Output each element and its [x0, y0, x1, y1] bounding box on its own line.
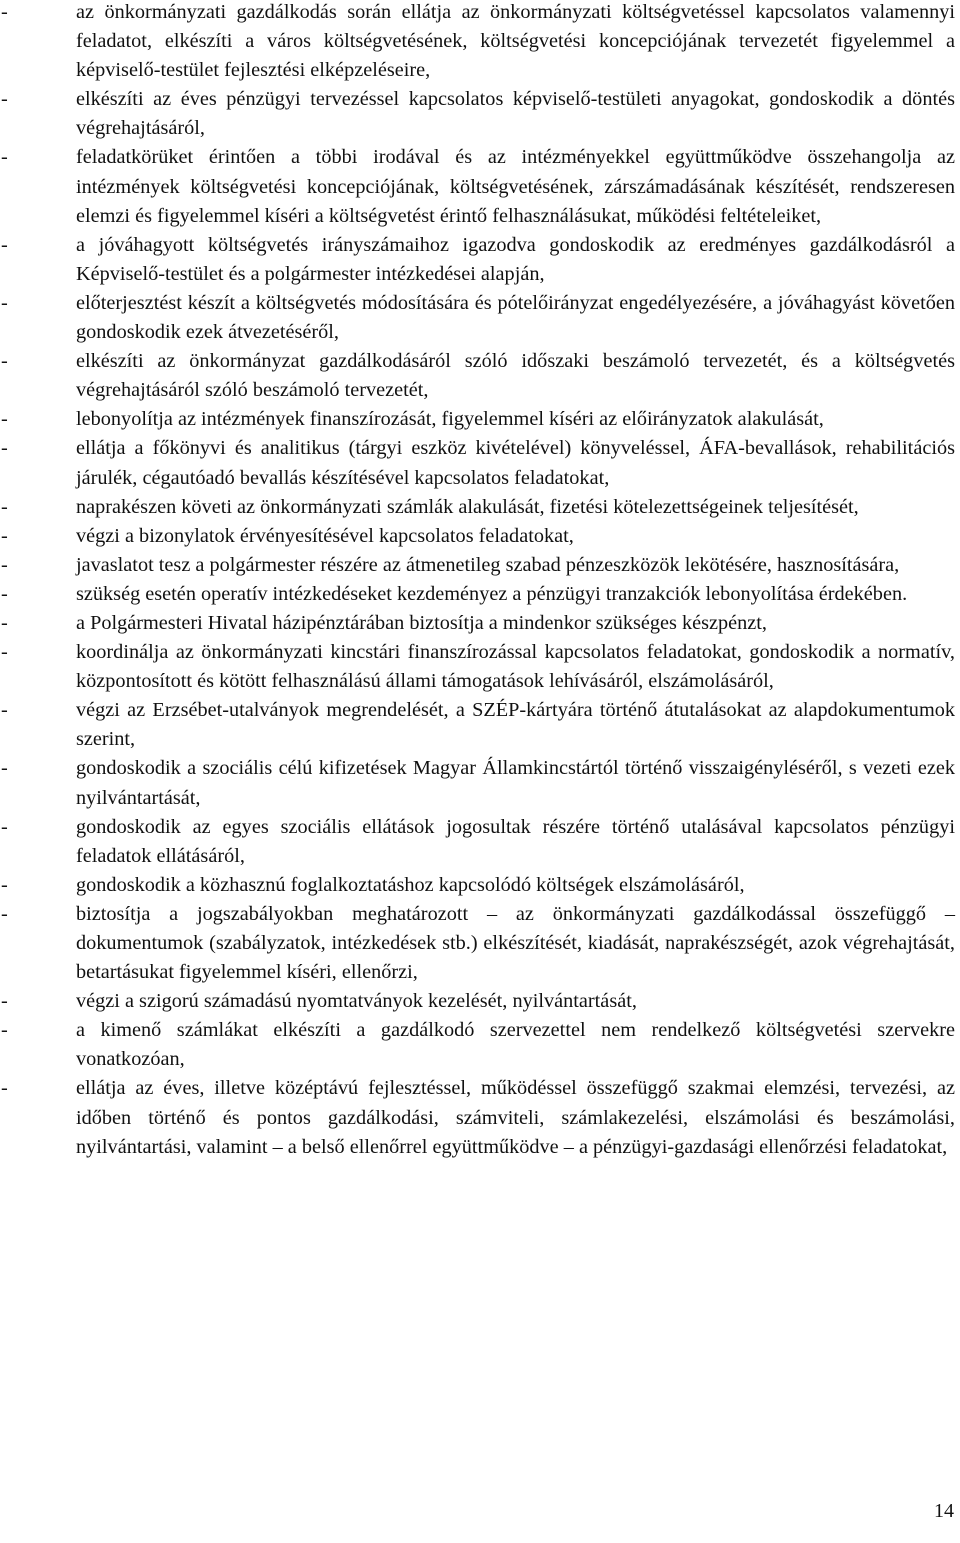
list-bullet: -: [1, 495, 8, 518]
list-bullet: -: [1, 902, 8, 925]
list-bullet: -: [1, 582, 8, 605]
list-item: [0, 580, 955, 609]
list-item-text: gondoskodik a szociális célú kifizetések Magyar Államkincstártól történő visszaigényléséről, s vezeti ezek nyilvántartását,: [76, 757, 955, 809]
list-item: [0, 1074, 955, 1161]
list-item-text: biztosítja a jogszabályokban meghatározott – az önkormányzati gazdálkodással összefüggő – dokumentumok (szabályzatok, intézkedések stb.) elkészítését, kiadását, naprakészségét, azok végrehajtását, betartásukat figyelemmel kíséri, ellenőrzi,: [76, 902, 955, 984]
list-bullet: -: [1, 699, 8, 722]
list-bullet: -: [1, 1, 8, 23]
list-item-text: koordinálja az önkormányzati kincstári finanszírozással kapcsolatos feladatokat, gondoskodik a normatív, központosított és kötött felhasználású állami támogatások lehívásáról, elszámolásáról,: [76, 641, 955, 693]
list-bullet: -: [1, 350, 8, 373]
list-item-text: előterjesztést készít a költségvetés módosítására és pótelőirányzat engedélyezésére, a jóváhagyást követően gondoskodik ezek átvezetéséről,: [76, 291, 955, 344]
list-item: [0, 522, 955, 551]
list-item: [0, 289, 955, 347]
list-bullet: -: [1, 611, 8, 634]
list-item-text: elkészíti az önkormányzat gazdálkodásáról szóló időszaki beszámoló tervezetét, és a költségvetés végrehajtásáról szóló beszámoló tervezetét,: [76, 350, 955, 402]
list-item: [0, 609, 955, 638]
list-item-text: végzi a bizonylatok érvényesítésével kapcsolatos feladatokat,: [76, 524, 574, 547]
list-item: [0, 85, 955, 143]
list-item: [0, 434, 955, 492]
list-item: [0, 493, 955, 522]
list-item-text: gondoskodik az egyes szociális ellátások jogosultak részére történő utalásával kapcsolatos pénzügyi feladatok ellátásáról,: [76, 815, 955, 867]
list-item: [0, 696, 955, 754]
list-item: [0, 754, 955, 812]
list-item-text: az önkormányzati gazdálkodás során ellátja az önkormányzati költségvetéssel kapcsolatos valamennyi feladatot, elkészíti a város költségvetésének, költségvetési koncepciójának tervezetét figyelemmel a képviselő-testület fejlesztési elképzeléseire,: [76, 1, 955, 82]
list-item-text: ellátja az éves, illetve középtávú fejlesztéssel, működéssel összefüggő szakmai elemzési, tervezési, az időben történő és pontos gazdálkodási, számviteli, számlakezelési, elszámolási és beszámolási, nyilvántartási, valamint – a belső ellenőrrel együttműködve – a pénzügyi-gazdasági ellenőrzési feladatokat,: [76, 1077, 955, 1158]
list-bullet: -: [1, 291, 8, 314]
list-item-text: feladatkörüket érintően a többi irodával és az intézményekkel együttműködve összehangolja az intézmények költségvetési koncepciójának, költségvetésének, zárszámadásának készítését, rendszeresen elemzi és figyelemmel kíséri a költségvetést érintő felhasználásukat, működési feltételeiket,: [76, 146, 955, 227]
list-item-text: elkészíti az éves pénzügyi tervezéssel kapcsolatos képviselő-testületi anyagokat, gondoskodik a döntés végrehajtásáról,: [76, 88, 955, 140]
list-item-text: végzi az Erzsébet-utalványok megrendelését, a SZÉP-kártyára történő átutalásokat az alapdokumentumok szerint,: [76, 699, 955, 751]
list-item-text: szükség esetén operatív intézkedéseket kezdeményez a pénzügyi tranzakciók lebonyolítása érdekében.: [76, 582, 908, 605]
list-item-text: ellátja a főkönyvi és analitikus (tárgyi eszköz kivételével) könyveléssel, ÁFA-bevallások, rehabilitációs járulék, cégautóadó bevallás készítésével kapcsolatos feladatokat,: [76, 437, 955, 489]
list-item-text: javaslatot tesz a polgármester részére az átmenetileg szabad pénzeszközök lekötésére, hasznosítására,: [76, 553, 900, 576]
list-item: [0, 0, 955, 85]
list-item-text: lebonyolítja az intézmények finanszírozását, figyelemmel kíséri az előirányzatok alakulását,: [76, 408, 824, 431]
list-item: [0, 638, 955, 696]
list-item-text: végzi a szigorú számadású nyomtatványok kezelését, nyilvántartását,: [76, 990, 637, 1013]
list-bullet: -: [1, 1077, 8, 1100]
list-bullet: -: [1, 146, 8, 169]
list-bullet: -: [1, 408, 8, 431]
list-item-text: gondoskodik a közhasznú foglalkoztatáshoz kapcsolódó költségek elszámolásáról,: [76, 873, 745, 896]
list-item: [0, 143, 955, 230]
list-bullet: -: [1, 1019, 8, 1042]
list-bullet: -: [1, 233, 8, 256]
list-item: [0, 551, 955, 580]
list-item: [0, 987, 955, 1016]
list-item: [0, 813, 955, 871]
list-item-text: naprakészen követi az önkormányzati számlák alakulását, fizetési kötelezettségeinek teljesítését,: [76, 495, 859, 518]
list-item: [0, 900, 955, 987]
list-bullet: -: [1, 437, 8, 460]
list-item-text: a jóváhagyott költségvetés irányszámaihoz igazodva gondoskodik az eredményes gazdálkodásról a Képviselő-testület és a polgármester intézkedései alapján,: [76, 233, 955, 285]
list-bullet: -: [1, 815, 8, 838]
list-item-text: a Polgármesteri Hivatal házipénztárában biztosítja a mindenkor szükséges készpénzt,: [76, 611, 767, 634]
list-bullet: -: [1, 641, 8, 664]
list-bullet: -: [1, 990, 8, 1013]
page-number: 14: [934, 1500, 954, 1522]
list-bullet: -: [1, 524, 8, 547]
list-item: [0, 231, 955, 289]
list-bullet: -: [1, 757, 8, 780]
list-item: [0, 347, 955, 405]
list-bullet: -: [1, 873, 8, 896]
list-bullet: -: [1, 88, 8, 111]
list-bullet: -: [1, 553, 8, 576]
list-item: [0, 405, 955, 434]
list-item: [0, 871, 955, 900]
list-item: [0, 1016, 955, 1074]
list-item-text: a kimenő számlákat elkészíti a gazdálkodó szervezettel nem rendelkező költségvetési szervekre vonatkozóan,: [76, 1019, 955, 1071]
